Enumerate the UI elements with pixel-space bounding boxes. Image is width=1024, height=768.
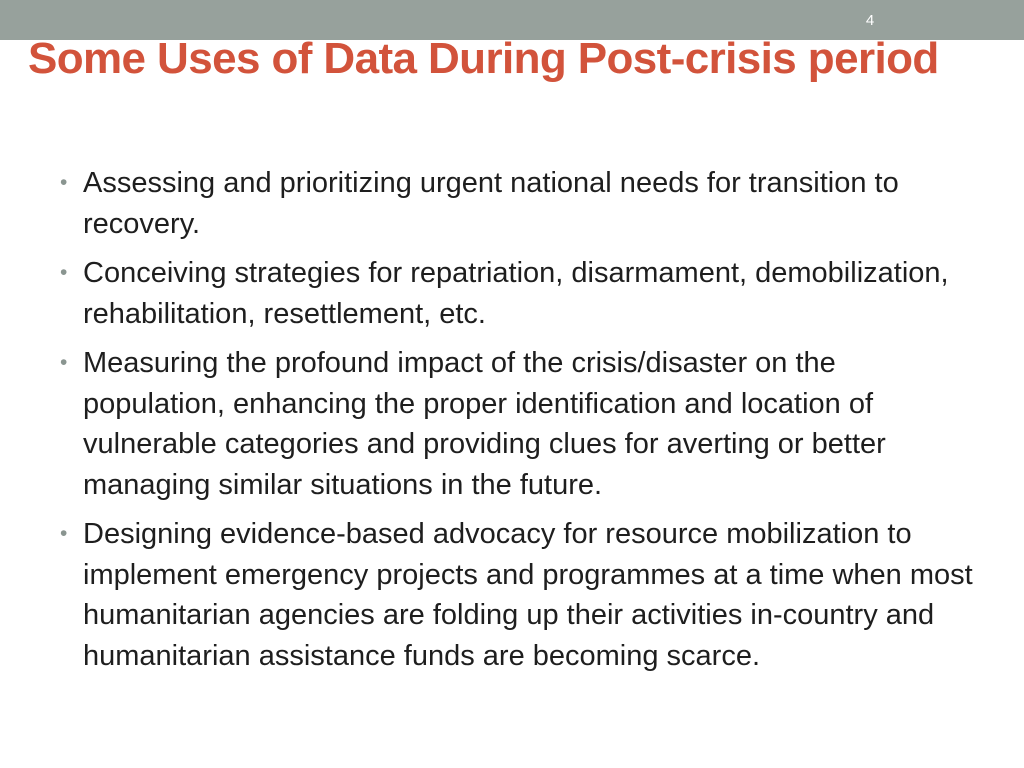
- bullet-text: Designing evidence-based advocacy for resource mobilization to implement emergency projects and programmes at a time when most humanitarian agencies are folding up their activities in-country and humanitarian assistance funds are becoming scarce.: [83, 518, 973, 672]
- slide-title: Some Uses of Data During Post-crisis period: [28, 34, 939, 83]
- bullet-list: [60, 163, 980, 685]
- bullet-dot-icon: •: [60, 351, 68, 374]
- bullet-text: Measuring the profound impact of the crisis/disaster on the population, enhancing the proper identification and location of vulnerable categories and providing clues for averting or better managing similar situations in the future.: [83, 347, 886, 501]
- bullet-item: [60, 253, 980, 334]
- slide-number: 4: [865, 12, 875, 29]
- bullet-dot-icon: •: [60, 522, 68, 545]
- bullet-dot-icon: •: [60, 171, 68, 194]
- bullet-text: Assessing and prioritizing urgent national needs for transition to recovery.: [83, 167, 899, 240]
- bullet-item: [60, 514, 980, 676]
- bullet-item: [60, 163, 980, 244]
- bullet-text: Conceiving strategies for repatriation, disarmament, demobilization, rehabilitation, resettlement, etc.: [83, 257, 949, 330]
- bullet-item: [60, 343, 980, 505]
- bullet-dot-icon: •: [60, 261, 68, 284]
